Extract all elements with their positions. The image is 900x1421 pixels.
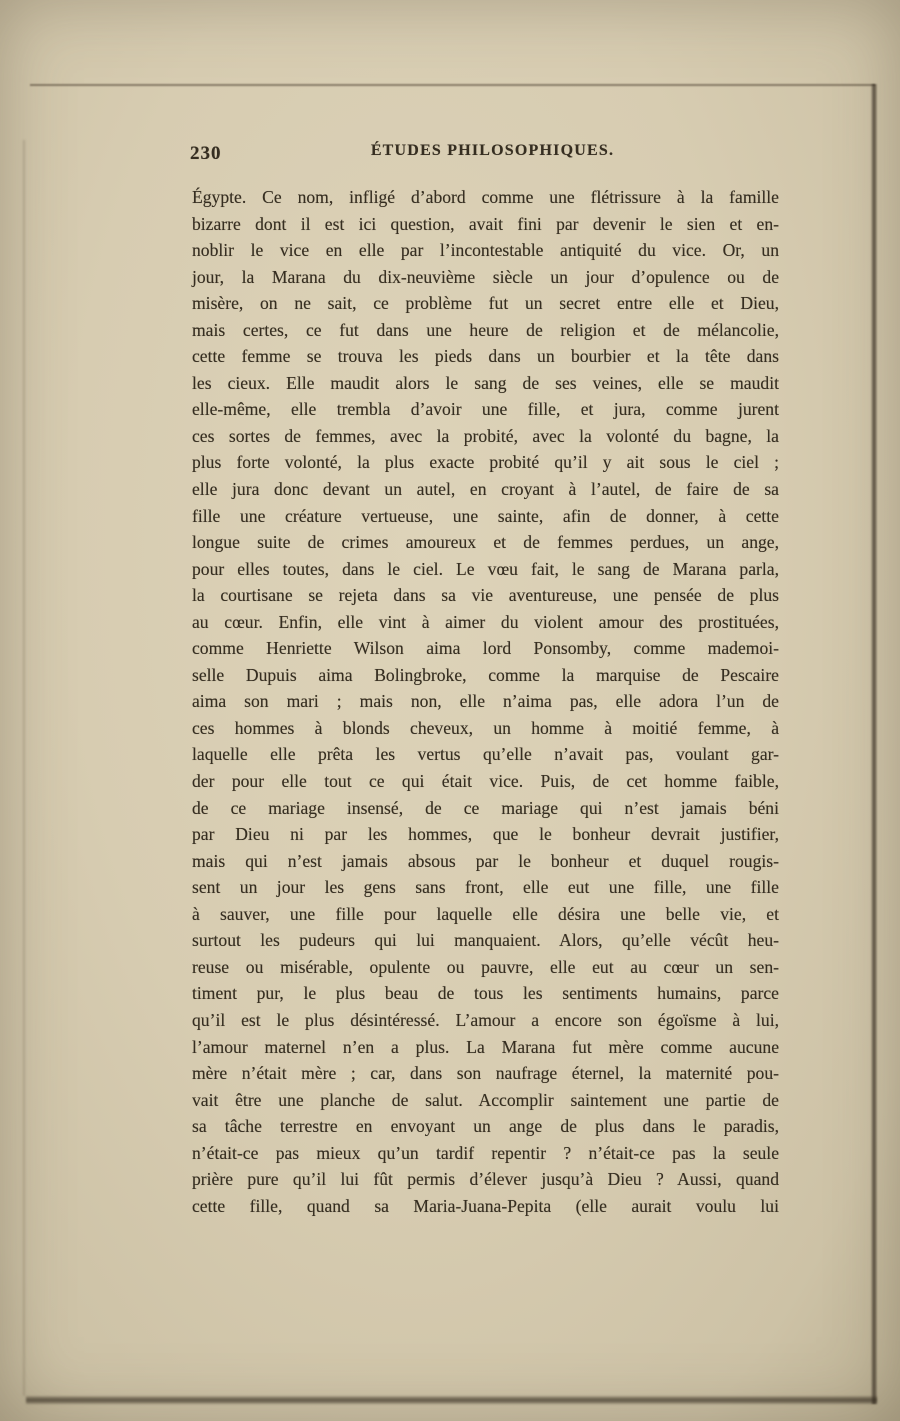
text-line: ces sortes de femmes, avec la probité, avec la volonté du bagne, la bbox=[192, 425, 779, 446]
text-line: pour elles toutes, dans le ciel. Le vœu fait, le sang de Marana parla, bbox=[192, 558, 779, 579]
running-header: ÉTUDES PHILOSOPHIQUES. bbox=[370, 142, 615, 159]
text-line: reuse ou misérable, opulente ou pauvre, elle eut au cœur un sen- bbox=[192, 956, 779, 977]
text-line: fille une créature vertueuse, une sainte, afin de donner, à cette bbox=[192, 505, 779, 526]
text-line: mais certes, ce fut dans une heure de religion et de mélancolie, bbox=[192, 319, 779, 340]
text-line: aima son mari ; mais non, elle n’aima pas, elle adora l’un de bbox=[192, 691, 779, 712]
text-line: la courtisane se rejeta dans sa vie aventureuse, une pensée de plus bbox=[192, 585, 779, 606]
scan-edge-top bbox=[30, 84, 875, 86]
text-line: surtout les pudeurs qui lui manquaient. Alors, qu’elle vécût heu- bbox=[192, 930, 779, 951]
text-line: qu’il est le plus désintéressé. L’amour a encore son égoïsme à lui, bbox=[192, 1009, 779, 1030]
page-content bbox=[192, 142, 779, 1219]
text-line: les cieux. Elle maudit alors le sang de ses veines, elle se maudit bbox=[192, 372, 779, 393]
text-line: prière pure qu’il lui fût permis d’élever jusqu’à Dieu ? Aussi, quand bbox=[192, 1169, 779, 1190]
text-line: sa tâche terrestre en envoyant un ange de plus dans le paradis, bbox=[192, 1116, 779, 1137]
text-line: elle jura donc devant un autel, en croyant à l’autel, de faire de sa bbox=[192, 479, 779, 500]
text-line: selle Dupuis aima Bolingbroke, comme la marquise de Pescaire bbox=[192, 664, 779, 685]
page-number: 230 bbox=[190, 143, 222, 164]
text-line: timent pur, le plus beau de tous les sentiments humains, parce bbox=[192, 983, 779, 1004]
scan-edge-bottom bbox=[26, 1396, 877, 1404]
text-line: mère n’était mère ; car, dans son naufrage éternel, la maternité pou- bbox=[192, 1063, 779, 1084]
text-line: sent un jour les gens sans front, elle eut une fille, une fille bbox=[192, 877, 779, 898]
text-line: laquelle elle prêta les vertus qu’elle n’avait pas, voulant gar- bbox=[192, 744, 779, 765]
text-line: Égypte. Ce nom, infligé d’abord comme une flétrissure à la famille bbox=[192, 187, 779, 207]
text-line: bizarre dont il est ici question, avait fini par devenir le sien et en- bbox=[192, 213, 779, 234]
text-line: cette femme se trouva les pieds dans un bourbier et la tête dans bbox=[192, 346, 779, 367]
text-line: misère, on ne sait, ce problème fut un secret entre elle et Dieu, bbox=[192, 293, 779, 314]
text-line: de ce mariage insensé, de ce mariage qui n’est jamais béni bbox=[192, 797, 779, 818]
text-line: jour, la Marana du dix-neuvième siècle un jour d’opulence ou de bbox=[192, 266, 779, 287]
body-text bbox=[192, 184, 779, 1219]
text-line: der pour elle tout ce qui était vice. Puis, de cet homme faible, bbox=[192, 771, 779, 792]
text-line: elle-même, elle trembla d’avoir une fille, et jura, comme jurent bbox=[192, 399, 779, 420]
text-line: par Dieu ni par les hommes, que le bonheur devrait justifier, bbox=[192, 824, 779, 845]
text-line: n’était-ce pas mieux qu’un tardif repentir ? n’était-ce pas la seule bbox=[192, 1142, 779, 1163]
text-line: l’amour maternel n’en a plus. La Marana fut mère comme aucune bbox=[192, 1036, 779, 1057]
text-line: noblir le vice en elle par l’incontestable antiquité du vice. Or, un bbox=[192, 240, 779, 261]
text-line: au cœur. Enfin, elle vint à aimer du violent amour des prostituées, bbox=[192, 611, 779, 632]
text-line: comme Henriette Wilson aima lord Ponsomby, comme mademoi- bbox=[192, 638, 779, 659]
text-line: à sauver, une fille pour laquelle elle désira une belle vie, et bbox=[192, 903, 779, 924]
text-line: plus forte volonté, la plus exacte probité qu’il y ait sous le ciel ; bbox=[192, 452, 779, 473]
scan-edge-right bbox=[871, 84, 877, 1404]
page-header bbox=[192, 142, 779, 170]
text-line: cette fille, quand sa Maria-Juana-Pepita (elle aurait voulu lui bbox=[192, 1195, 779, 1216]
text-line: mais qui n’est jamais absous par le bonheur et duquel rougis- bbox=[192, 850, 779, 871]
text-line: vait être une planche de salut. Accomplir saintement une partie de bbox=[192, 1089, 779, 1110]
text-line: longue suite de crimes amoureux et de femmes perdues, un ange, bbox=[192, 532, 779, 553]
scan-edge-left bbox=[23, 140, 25, 1396]
text-line: ces hommes à blonds cheveux, un homme à moitié femme, à bbox=[192, 717, 779, 738]
